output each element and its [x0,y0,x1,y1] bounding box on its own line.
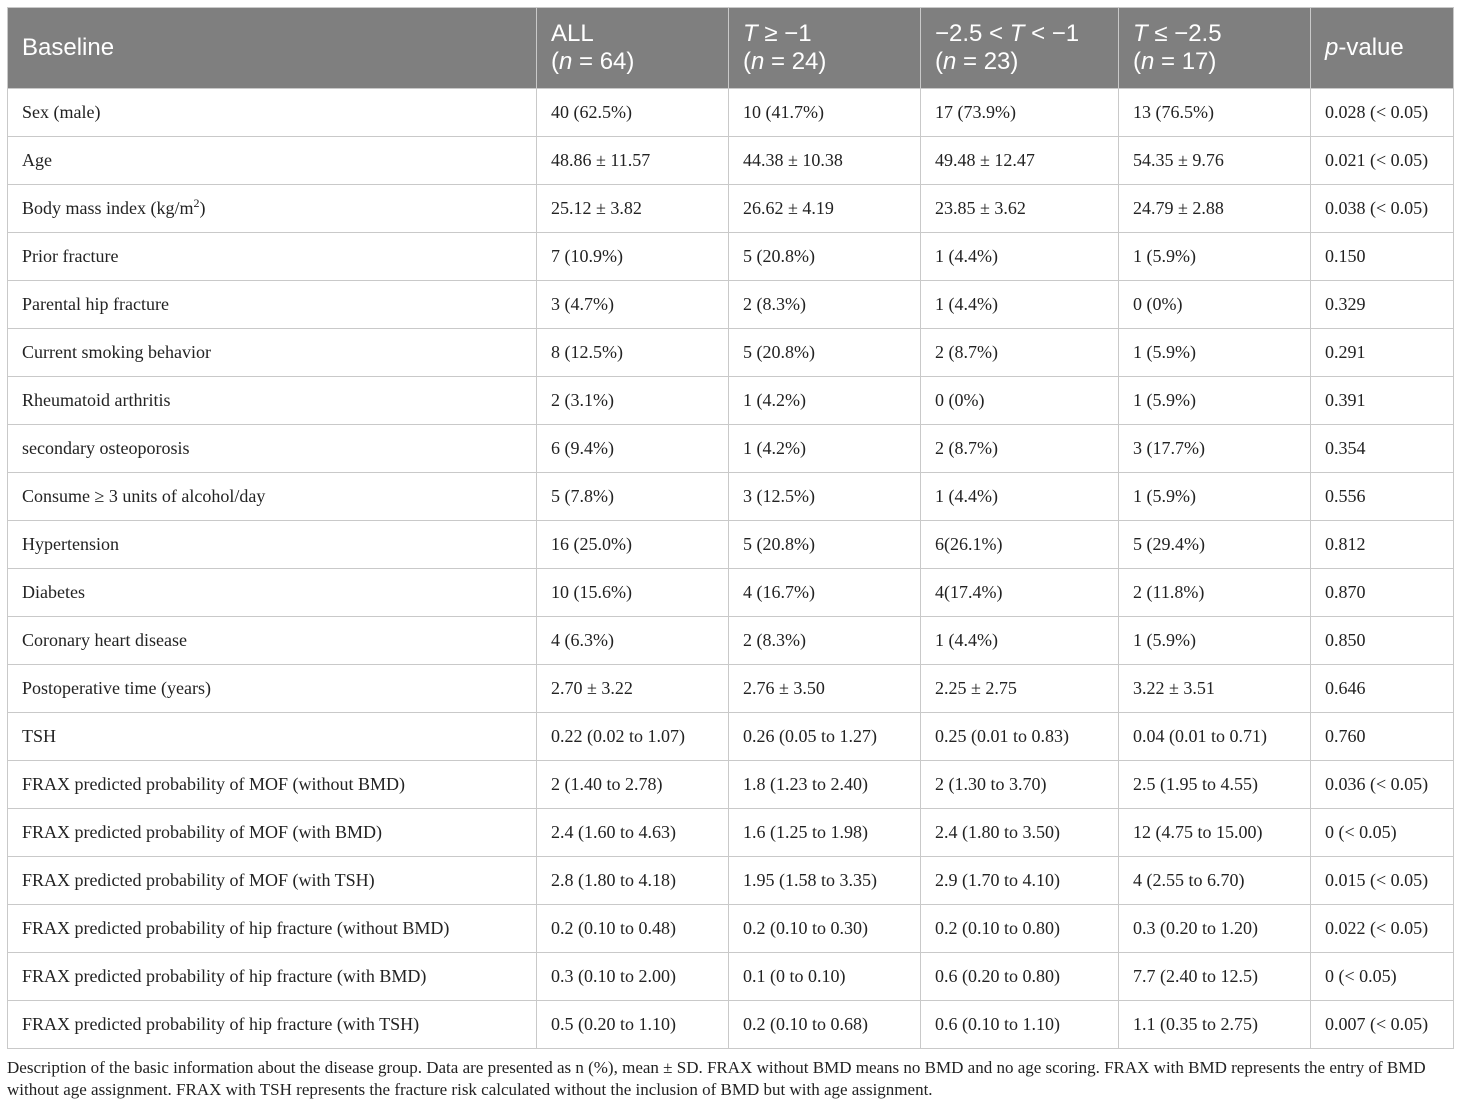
cell-g1: 3 (12.5%) [729,473,921,521]
cell-g3: 0.04 (0.01 to 0.71) [1119,713,1311,761]
row-label: FRAX predicted probability of MOF (with TSH) [8,857,537,905]
cell-g2: 2 (1.30 to 3.70) [921,761,1119,809]
cell-g3: 3 (17.7%) [1119,425,1311,473]
row-label: Parental hip fracture [8,281,537,329]
cell-p: 0.028 (< 0.05) [1311,89,1454,137]
cell-all: 0.3 (0.10 to 2.00) [537,953,729,1001]
table-row [8,137,1454,185]
row-label: Coronary heart disease [8,617,537,665]
cell-g1: 5 (20.8%) [729,521,921,569]
table-row [8,665,1454,713]
cell-g1: 2 (8.3%) [729,281,921,329]
row-label: Postoperative time (years) [8,665,537,713]
cell-g2: 4(17.4%) [921,569,1119,617]
cell-g2: 2.25 ± 2.75 [921,665,1119,713]
header-baseline: Baseline [8,8,537,89]
header-all: ALL (n = 64) [537,8,729,89]
table-row [8,89,1454,137]
cell-p: 0.870 [1311,569,1454,617]
cell-p: 0.812 [1311,521,1454,569]
cell-g1: 1 (4.2%) [729,425,921,473]
row-label: TSH [8,713,537,761]
cell-p: 0 (< 0.05) [1311,953,1454,1001]
cell-g3: 2.5 (1.95 to 4.55) [1119,761,1311,809]
table-row [8,185,1454,233]
row-label: Sex (male) [8,89,537,137]
cell-g2: 1 (4.4%) [921,617,1119,665]
cell-g3: 7.7 (2.40 to 12.5) [1119,953,1311,1001]
cell-all: 3 (4.7%) [537,281,729,329]
cell-all: 2 (3.1%) [537,377,729,425]
row-label: FRAX predicted probability of MOF (with BMD) [8,809,537,857]
table-row [8,1001,1454,1049]
cell-p: 0.038 (< 0.05) [1311,185,1454,233]
cell-g1: 0.2 (0.10 to 0.68) [729,1001,921,1049]
cell-p: 0.329 [1311,281,1454,329]
cell-g2: 2 (8.7%) [921,425,1119,473]
cell-g3: 1 (5.9%) [1119,473,1311,521]
cell-g2: 17 (73.9%) [921,89,1119,137]
row-label: Current smoking behavior [8,329,537,377]
cell-g1: 26.62 ± 4.19 [729,185,921,233]
cell-all: 6 (9.4%) [537,425,729,473]
cell-all: 25.12 ± 3.82 [537,185,729,233]
cell-g1: 5 (20.8%) [729,233,921,281]
header-p-value: p-value [1311,8,1454,89]
cell-g3: 1.1 (0.35 to 2.75) [1119,1001,1311,1049]
cell-g2: 23.85 ± 3.62 [921,185,1119,233]
header-group-2: −2.5 < T < −1 (n = 23) [921,8,1119,89]
table-row [8,521,1454,569]
header-group-1: T ≥ −1 (n = 24) [729,8,921,89]
cell-g2: 2.9 (1.70 to 4.10) [921,857,1119,905]
table-row [8,425,1454,473]
cell-g1: 5 (20.8%) [729,329,921,377]
cell-g2: 2 (8.7%) [921,329,1119,377]
cell-g1: 4 (16.7%) [729,569,921,617]
table-row [8,617,1454,665]
table-row [8,569,1454,617]
table-row [8,953,1454,1001]
cell-all: 0.5 (0.20 to 1.10) [537,1001,729,1049]
cell-g3: 13 (76.5%) [1119,89,1311,137]
cell-p: 0.291 [1311,329,1454,377]
cell-p: 0.021 (< 0.05) [1311,137,1454,185]
cell-p: 0.015 (< 0.05) [1311,857,1454,905]
cell-all: 7 (10.9%) [537,233,729,281]
cell-g1: 0.2 (0.10 to 0.30) [729,905,921,953]
cell-g2: 49.48 ± 12.47 [921,137,1119,185]
cell-g3: 5 (29.4%) [1119,521,1311,569]
row-label: FRAX predicted probability of hip fracture (without BMD) [8,905,537,953]
cell-g2: 0 (0%) [921,377,1119,425]
cell-g1: 2.76 ± 3.50 [729,665,921,713]
row-label: FRAX predicted probability of hip fracture (with BMD) [8,953,537,1001]
cell-g2: 1 (4.4%) [921,473,1119,521]
cell-g3: 1 (5.9%) [1119,329,1311,377]
table-row [8,329,1454,377]
table-row [8,809,1454,857]
header-row [8,8,1454,89]
row-label: Body mass index $(kg/m^2)$ [8,185,537,233]
cell-g3: 12 (4.75 to 15.00) [1119,809,1311,857]
table-row [8,857,1454,905]
table-container [7,7,1453,1101]
cell-p: 0 (< 0.05) [1311,809,1454,857]
cell-g2: 0.6 (0.20 to 0.80) [921,953,1119,1001]
table-row [8,713,1454,761]
cell-g2: 1 (4.4%) [921,233,1119,281]
cell-g3: 1 (5.9%) [1119,233,1311,281]
cell-all: 2 (1.40 to 2.78) [537,761,729,809]
row-label: FRAX predicted probability of MOF (without BMD) [8,761,537,809]
cell-g3: 2 (11.8%) [1119,569,1311,617]
table-row [8,905,1454,953]
cell-g3: 0 (0%) [1119,281,1311,329]
cell-p: 0.556 [1311,473,1454,521]
cell-g3: 4 (2.55 to 6.70) [1119,857,1311,905]
cell-p: 0.022 (< 0.05) [1311,905,1454,953]
cell-all: 8 (12.5%) [537,329,729,377]
table-body [8,89,1454,1049]
row-label: secondary osteoporosis [8,425,537,473]
header-group-3: T ≤ −2.5 (n = 17) [1119,8,1311,89]
cell-g2: 2.4 (1.80 to 3.50) [921,809,1119,857]
cell-all: 2.4 (1.60 to 4.63) [537,809,729,857]
cell-p: 0.036 (< 0.05) [1311,761,1454,809]
table-row [8,377,1454,425]
row-label: Rheumatoid arthritis [8,377,537,425]
row-label: FRAX predicted probability of hip fracture (with TSH) [8,1001,537,1049]
table-row [8,473,1454,521]
cell-all: 48.86 ± 11.57 [537,137,729,185]
cell-g1: 1.95 (1.58 to 3.35) [729,857,921,905]
cell-all: 16 (25.0%) [537,521,729,569]
cell-all: 10 (15.6%) [537,569,729,617]
cell-p: 0.391 [1311,377,1454,425]
cell-g3: 54.35 ± 9.76 [1119,137,1311,185]
row-label: Consume ≥ 3 units of alcohol/day [8,473,537,521]
cell-g3: 1 (5.9%) [1119,617,1311,665]
cell-g3: 1 (5.9%) [1119,377,1311,425]
cell-all: 2.8 (1.80 to 4.18) [537,857,729,905]
cell-p: 0.646 [1311,665,1454,713]
cell-all: 2.70 ± 3.22 [537,665,729,713]
cell-g3: 3.22 ± 3.51 [1119,665,1311,713]
cell-g2: 0.6 (0.10 to 1.10) [921,1001,1119,1049]
cell-g1: 0.26 (0.05 to 1.27) [729,713,921,761]
cell-all: 4 (6.3%) [537,617,729,665]
cell-g2: 0.2 (0.10 to 0.80) [921,905,1119,953]
row-label: Hypertension [8,521,537,569]
cell-all: 5 (7.8%) [537,473,729,521]
table-row [8,233,1454,281]
cell-g3: 24.79 ± 2.88 [1119,185,1311,233]
cell-g1: 0.1 (0 to 0.10) [729,953,921,1001]
cell-g1: 44.38 ± 10.38 [729,137,921,185]
cell-p: 0.850 [1311,617,1454,665]
cell-g2: 1 (4.4%) [921,281,1119,329]
cell-all: 0.2 (0.10 to 0.48) [537,905,729,953]
row-label: Diabetes [8,569,537,617]
cell-g1: 1 (4.2%) [729,377,921,425]
footnote: Description of the basic information about the disease group. Data are presented as n (%), mean ± SD. FRAX without BMD means no BMD and no age scoring. FRAX with BMD represents the entry of BMD without age assignment. FRAX with TSH represents the fracture risk calculated without the inclusion of BMD but with age assignment. [7,1058,1426,1099]
cell-g1: 2 (8.3%) [729,617,921,665]
cell-p: 0.007 (< 0.05) [1311,1001,1454,1049]
cell-g1: 1.8 (1.23 to 2.40) [729,761,921,809]
table-row [8,761,1454,809]
cell-p: 0.354 [1311,425,1454,473]
table-row [8,281,1454,329]
row-label: Age [8,137,537,185]
cell-g3: 0.3 (0.20 to 1.20) [1119,905,1311,953]
baseline-table [7,7,1454,1049]
cell-g1: 1.6 (1.25 to 1.98) [729,809,921,857]
cell-all: 0.22 (0.02 to 1.07) [537,713,729,761]
cell-p: 0.760 [1311,713,1454,761]
row-label: Prior fracture [8,233,537,281]
cell-all: 40 (62.5%) [537,89,729,137]
cell-g2: 0.25 (0.01 to 0.83) [921,713,1119,761]
cell-g2: 6(26.1%) [921,521,1119,569]
cell-g1: 10 (41.7%) [729,89,921,137]
cell-p: 0.150 [1311,233,1454,281]
